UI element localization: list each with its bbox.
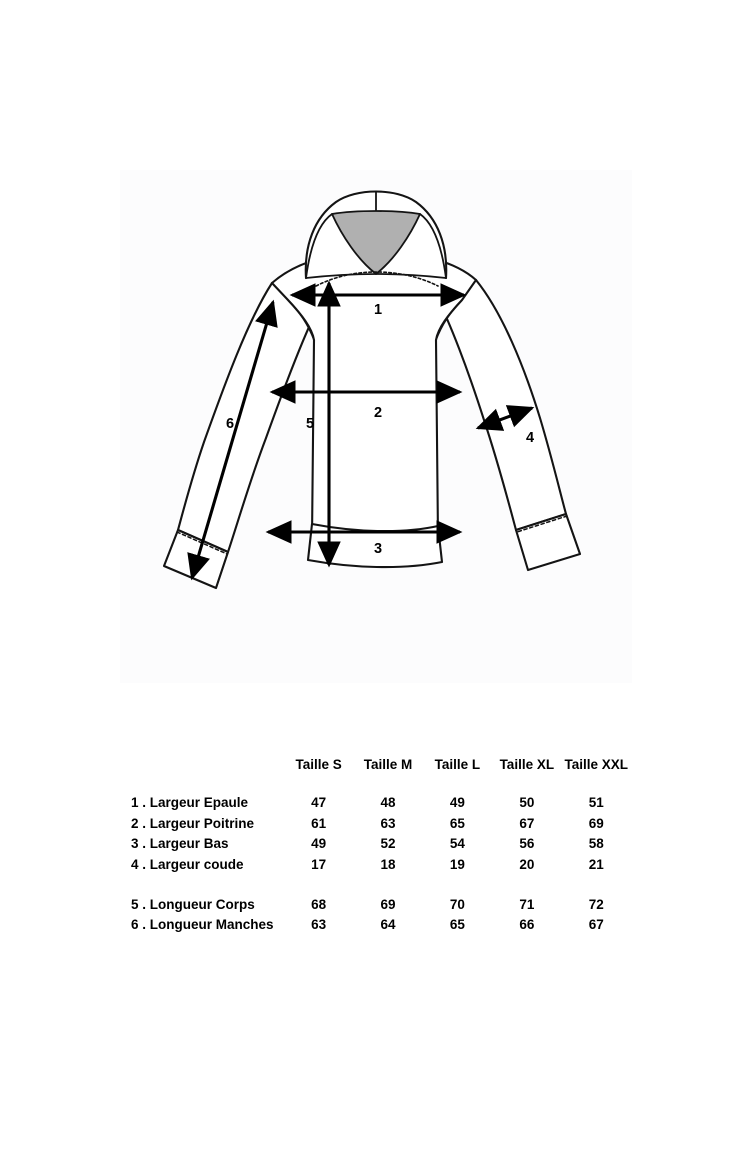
table-row: [131, 895, 631, 915]
table-corner-cell: [131, 755, 284, 793]
cell-longueur-corps-m: 69: [380, 897, 396, 913]
table-row: [131, 855, 631, 875]
cell-largeur-epaule-m: 48: [380, 795, 396, 811]
cell-largeur-bas-xl: 56: [519, 836, 535, 852]
cell-longueur-manches-xxl: 67: [588, 917, 604, 933]
cell-largeur-bas-l: 54: [449, 836, 465, 852]
cell-longueur-manches-xl: 66: [519, 917, 535, 933]
row-label-longueur-manches: 6 . Longueur Manches: [131, 917, 274, 933]
table-header-row: [131, 755, 631, 793]
cell-largeur-poitrine-xl: 67: [519, 815, 535, 831]
cell-largeur-coude-xxl: 21: [588, 856, 604, 872]
cell-longueur-corps-xxl: 72: [588, 897, 604, 913]
hoodie-technical-drawing: [120, 170, 632, 683]
cell-longueur-manches-l: 65: [449, 917, 465, 933]
marker-label-4: 4: [525, 430, 535, 446]
cell-largeur-epaule-l: 49: [449, 795, 465, 811]
table-body: [131, 793, 631, 935]
column-header-taille-xl: Taille XL: [499, 757, 555, 772]
marker-label-3: 3: [373, 541, 383, 557]
cell-largeur-coude-s: 17: [311, 856, 327, 872]
row-label-largeur-bas: 3 . Largeur Bas: [131, 836, 229, 852]
marker-label-2: 2: [373, 405, 383, 421]
marker-label-1: 1: [373, 302, 383, 318]
column-header-taille-xxl: Taille XXL: [564, 757, 629, 772]
cell-longueur-corps-l: 70: [449, 897, 465, 913]
marker-label-6: 6: [225, 416, 235, 432]
row-label-largeur-poitrine: 2 . Largeur Poitrine: [131, 815, 255, 831]
row-label-largeur-epaule: 1 . Largeur Epaule: [131, 795, 249, 811]
table-row: [131, 793, 631, 813]
table-row: [131, 915, 631, 935]
cell-longueur-corps-s: 68: [311, 897, 327, 913]
garment-outline: [164, 192, 580, 589]
right-sleeve: [436, 280, 566, 530]
cell-largeur-coude-l: 19: [449, 856, 465, 872]
cell-largeur-coude-xl: 20: [519, 856, 535, 872]
column-header-taille-m: Taille M: [363, 757, 413, 772]
cell-largeur-coude-m: 18: [380, 856, 396, 872]
cell-largeur-epaule-xxl: 51: [588, 795, 604, 811]
marker-label-5: 5: [305, 416, 315, 432]
column-header-taille-s: Taille S: [295, 757, 342, 772]
cell-largeur-epaule-xl: 50: [519, 795, 535, 811]
cell-largeur-bas-s: 49: [311, 836, 327, 852]
table-row: [131, 834, 631, 854]
table-header: [131, 755, 631, 793]
cell-largeur-poitrine-l: 65: [449, 815, 465, 831]
cell-largeur-poitrine-m: 63: [380, 815, 396, 831]
illustration-panel: [120, 170, 632, 683]
row-label-longueur-corps: 5 . Longueur Corps: [131, 897, 255, 913]
cell-largeur-epaule-s: 47: [311, 795, 327, 811]
row-label-largeur-coude: 4 . Largeur coude: [131, 856, 244, 872]
cell-largeur-bas-m: 52: [380, 836, 396, 852]
left-sleeve: [178, 283, 316, 552]
cell-longueur-manches-s: 63: [311, 917, 327, 933]
table-group-spacer: [131, 875, 631, 895]
cell-longueur-corps-xl: 71: [519, 897, 535, 913]
cell-longueur-manches-m: 64: [380, 917, 396, 933]
table-row: [131, 814, 631, 834]
cell-largeur-poitrine-s: 61: [311, 815, 327, 831]
cell-largeur-poitrine-xxl: 69: [588, 815, 604, 831]
column-header-taille-l: Taille L: [434, 757, 481, 772]
size-measurement-table: [131, 755, 631, 936]
cell-largeur-bas-xxl: 58: [588, 836, 604, 852]
